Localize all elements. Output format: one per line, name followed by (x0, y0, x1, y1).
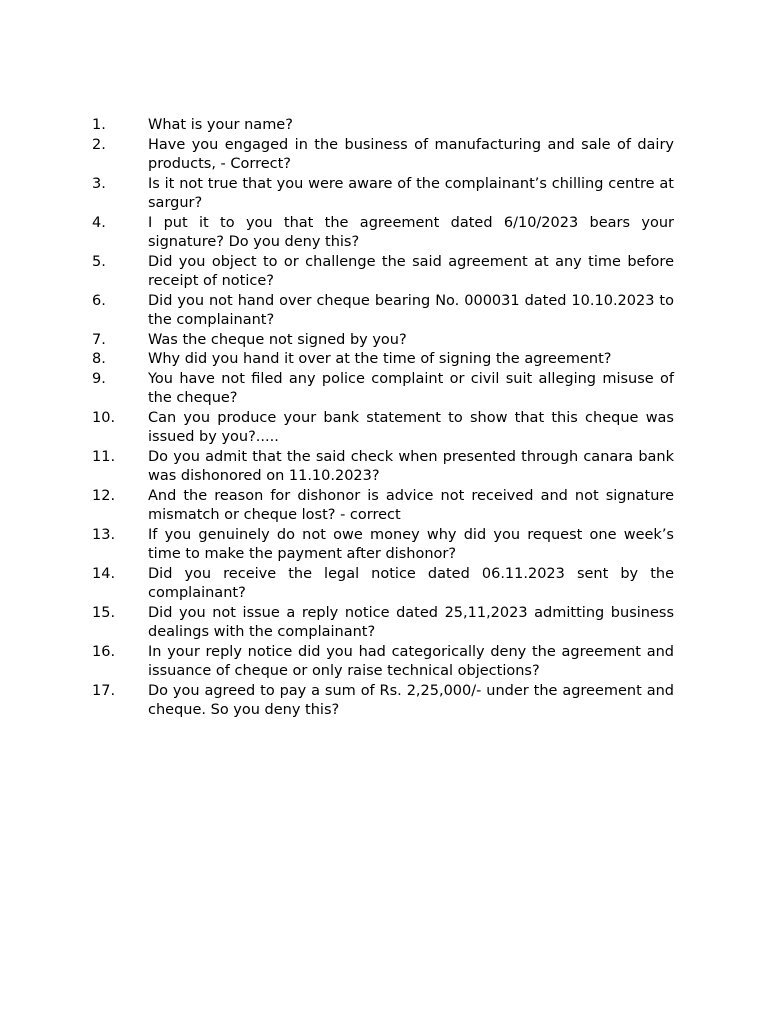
list-item (92, 253, 674, 292)
question-text: Did you not hand over cheque bearing No. 000031 dated 10.10.2023 to the complainant? (148, 292, 674, 328)
question-list (92, 116, 674, 721)
question-text: In your reply notice did you had categorically deny the agreement and issuance of cheque or only raise technical objections? (148, 643, 674, 679)
question-number: 13. (92, 526, 116, 543)
question-number: 7. (92, 331, 106, 348)
question-number: 6. (92, 292, 106, 309)
question-text: Do you agreed to pay a sum of Rs. 2,25,000/- under the agreement and cheque. So you deny this? (148, 682, 674, 718)
list-item (92, 643, 674, 682)
question-text: Did you receive the legal notice dated 06.11.2023 sent by the complainant? (148, 565, 674, 601)
question-text: I put it to you that the agreement dated 6/10/2023 bears your signature? Do you deny this? (148, 214, 674, 250)
question-number: 16. (92, 643, 116, 660)
list-item (92, 448, 674, 487)
question-text: Can you produce your bank statement to show that this cheque was issued by you?..... (148, 409, 674, 445)
question-number: 17. (92, 682, 116, 699)
question-number: 14. (92, 565, 116, 582)
question-number: 4. (92, 214, 106, 231)
question-text: Did you object to or challenge the said agreement at any time before receipt of notice? (148, 253, 674, 289)
question-number: 3. (92, 175, 106, 192)
list-item (92, 116, 674, 136)
question-text: And the reason for dishonor is advice not received and not signature mismatch or cheque lost? - correct (148, 487, 674, 523)
list-item (92, 682, 674, 721)
question-number: 1. (92, 117, 106, 133)
list-item (92, 604, 674, 643)
question-text: Is it not true that you were aware of the complainant’s chilling centre at sargur? (148, 175, 674, 211)
list-item (92, 136, 674, 175)
list-item (92, 331, 674, 351)
question-text: Do you admit that the said check when presented through canara bank was dishonored on 11.10.2023? (148, 448, 674, 484)
question-number: 2. (92, 136, 106, 153)
list-item (92, 175, 674, 214)
question-number: 8. (92, 351, 106, 367)
list-item (92, 526, 674, 565)
question-number: 9. (92, 370, 106, 387)
question-number: 12. (92, 487, 116, 504)
list-item (92, 409, 674, 448)
list-item (92, 565, 674, 604)
question-text: Did you not issue a reply notice dated 25,11,2023 admitting business dealings with the complainant? (148, 604, 674, 640)
question-text: What is your name? (148, 117, 293, 133)
list-item (92, 370, 674, 409)
question-text: Was the cheque not signed by you? (148, 331, 407, 348)
question-number: 5. (92, 253, 106, 270)
list-item (92, 214, 674, 253)
question-number: 10. (92, 409, 116, 426)
list-item (92, 292, 674, 331)
list-item (92, 350, 674, 370)
question-text: You have not filed any police complaint or civil suit alleging misuse of the cheque? (148, 370, 674, 406)
question-text: If you genuinely do not owe money why did you request one week’s time to make the payment after dishonor? (148, 526, 674, 562)
question-number: 11. (92, 448, 116, 465)
question-text: Why did you hand it over at the time of signing the agreement? (148, 351, 612, 367)
question-number: 15. (92, 604, 116, 621)
list-item (92, 487, 674, 526)
question-text: Have you engaged in the business of manufacturing and sale of dairy products, - Correct? (148, 136, 674, 172)
